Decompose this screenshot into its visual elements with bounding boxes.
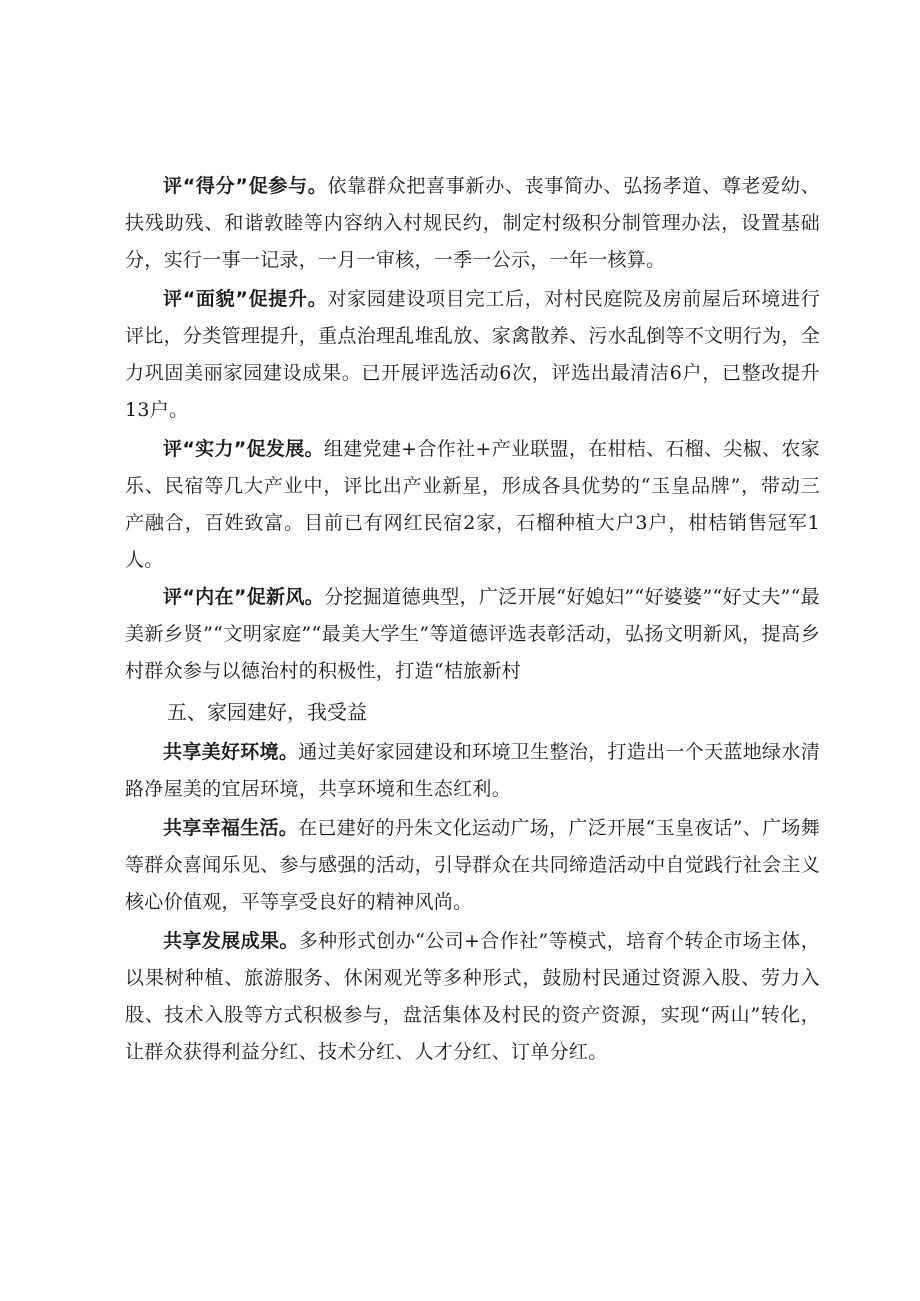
paragraph-score: [125, 168, 820, 279]
paragraph-lead: 评“面貌”促提升。: [163, 288, 328, 310]
paragraph-strength: [125, 431, 820, 579]
paragraph-inner: [125, 579, 820, 690]
paragraph-lead: 评“内在”促新风。: [163, 586, 325, 608]
paragraph-body: 在已建好的丹朱文化运动广场，广泛开展“玉皇夜话”、广场舞等群众喜闻乐见、参与感强的活动，引导群众在共同缔造活动中自觉践行社会主义核心价值观，平等享受良好的精神风尚。: [125, 817, 821, 913]
paragraph-body: 多种形式创办“公司+合作社”等模式，培育个转企市场主体，以果树种植、旅游服务、休闲观光等多种形式，鼓励村民通过资源入股、劳力入股、技术入股等方式积极参与，盘活集体及村民的资产资源，实现“两山”转化，让群众获得利益分红、技术分红、人才分红、订单分红。: [125, 930, 820, 1063]
paragraph-environment: [125, 734, 820, 808]
paragraph-body: 依靠群众把喜事新办、丧事简办、弘扬孝道、尊老爱幼、扶残助残、和谐敦睦等内容纳入村规民约，制定村级积分制管理办法，设置基础分，实行一事一记录，一月一审核，一季一公示，一年一核算。: [125, 175, 820, 271]
paragraph-lead: 评“得分”促参与。: [163, 175, 328, 197]
section-heading: 五、家园建好，我受益: [167, 700, 367, 724]
paragraph-results: [125, 923, 820, 1071]
paragraph-body: 组建党建+合作社+产业联盟，在柑桔、石榴、尖椒、农家乐、民宿等几大产业中，评比出产业新星，形成各具优势的“玉皇品牌”，带动三产融合，百姓致富。目前已有网红民宿2家，石榴种植大户3户，柑桔销售冠军1人。: [125, 438, 820, 571]
paragraph-lead: 评“实力”促发展。: [163, 438, 324, 460]
paragraph-lead: 共享幸福生活。: [163, 817, 299, 839]
paragraph-lead: 共享美好环境。: [163, 741, 299, 763]
paragraph-appearance: [125, 281, 820, 429]
paragraph-body: 对家园建设项目完工后，对村民庭院及房前屋后环境进行评比，分类管理提升，重点治理乱堆乱放、家禽散养、污水乱倒等不文明行为，全力巩固美丽家园建设成果。已开展评选活动6次，评选出最清洁6户，已整改提升13户。: [125, 288, 820, 421]
document-page: [125, 168, 820, 1071]
paragraph-body: 分挖掘道德典型，广泛开展“好媳妇”“好婆婆”“好丈夫”“最美新乡贤”“文明家庭”“最美大学生”等道德评选表彰活动，弘扬文明新风，提高乡村群众参与以德治村的积极性，打造“桔旅新村: [125, 586, 820, 682]
paragraph-happy-life: [125, 810, 820, 921]
paragraph-body: 通过美好家园建设和环境卫生整治，打造出一个天蓝地绿水清路净屋美的宜居环境，共享环境和生态红利。: [125, 741, 820, 800]
paragraph-lead: 共享发展成果。: [163, 930, 299, 952]
